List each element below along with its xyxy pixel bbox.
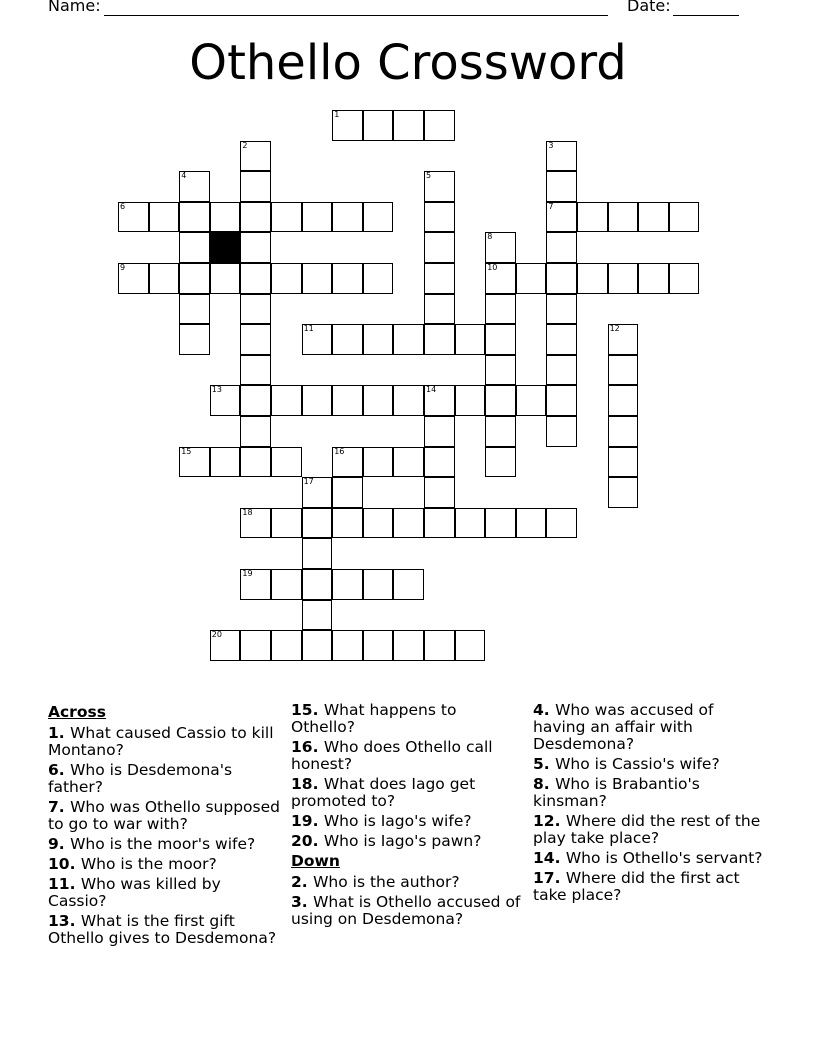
clue-text: Who was Othello supposed to go to war with? (48, 798, 280, 833)
clue-across (291, 813, 521, 830)
clue-text: Who is Cassio's wife? (555, 755, 720, 773)
name-label: Name: (48, 0, 101, 15)
clue-down (533, 850, 765, 867)
crossword-cell[interactable] (485, 232, 516, 263)
crossword-cell[interactable] (577, 202, 608, 233)
crossword-cell[interactable] (118, 202, 149, 233)
crossword-cell[interactable] (271, 263, 302, 294)
crossword-cell[interactable] (393, 508, 424, 539)
crossword-cell[interactable] (669, 263, 700, 294)
crossword-cell[interactable] (669, 202, 700, 233)
clues-column-2 (291, 702, 521, 931)
crossword-cell[interactable] (363, 385, 394, 416)
crossword-cell[interactable] (210, 263, 241, 294)
clue-down (533, 870, 765, 904)
clue-number: 14 (426, 385, 437, 395)
clue-text: What is the first gift Othello gives to Desdemona? (48, 912, 277, 947)
clue-number-label: 3. (291, 893, 314, 911)
crossword-cell[interactable] (302, 477, 333, 508)
crossword-cell[interactable] (179, 447, 210, 478)
crossword-cell[interactable] (332, 630, 363, 661)
clue-number-label: 12. (533, 812, 566, 830)
crossword-cell[interactable] (608, 385, 639, 416)
crossword-cell[interactable] (638, 263, 669, 294)
date-label: Date: (627, 0, 671, 15)
clue-number-label: 4. (533, 701, 556, 719)
crossword-cell[interactable] (240, 447, 271, 478)
clue-number: 4 (181, 171, 187, 181)
crossword-cell[interactable] (424, 447, 455, 478)
clue-down (291, 874, 521, 891)
clues-column-3 (533, 702, 765, 907)
clue-down (533, 813, 765, 847)
clue-across (48, 799, 283, 833)
clue-text: Who is Othello's servant? (565, 849, 763, 867)
crossword-cell[interactable] (608, 202, 639, 233)
crossword-cell[interactable] (332, 477, 363, 508)
clue-number: 17 (303, 477, 314, 487)
crossword-cell[interactable] (455, 385, 486, 416)
crossword-cell[interactable] (179, 263, 210, 294)
crossword-cell[interactable] (271, 202, 302, 233)
clue-text: What caused Cassio to kill Montano? (48, 724, 274, 759)
crossword-cell[interactable] (332, 202, 363, 233)
clue-text: Who is Iago's pawn? (323, 832, 482, 850)
crossword-cell[interactable] (210, 447, 241, 478)
black-cell (210, 232, 241, 263)
clue-number-label: 9. (48, 835, 71, 853)
crossword-cell[interactable] (424, 263, 455, 294)
crossword-cell[interactable] (424, 477, 455, 508)
crossword-cell[interactable] (240, 355, 271, 386)
clue-down (533, 776, 765, 810)
clue-number-label: 2. (291, 873, 314, 891)
crossword-cell[interactable] (608, 477, 639, 508)
clue-number-label: 7. (48, 798, 71, 816)
crossword-cell[interactable] (393, 630, 424, 661)
crossword-cell[interactable] (363, 202, 394, 233)
clue-number: 10 (487, 263, 498, 272)
crossword-cell[interactable] (179, 294, 210, 325)
crossword-cell[interactable] (546, 324, 577, 355)
crossword-cell[interactable] (546, 232, 577, 263)
clue-number: 13 (211, 385, 222, 395)
crossword-cell[interactable] (302, 630, 333, 661)
crossword-cell[interactable] (485, 263, 516, 294)
clue-text: Who is Desdemona's father? (48, 761, 233, 796)
clue-number: 15 (181, 446, 192, 456)
crossword-cell[interactable] (332, 324, 363, 355)
crossword-cell[interactable] (271, 630, 302, 661)
crossword-cell[interactable] (393, 385, 424, 416)
crossword-cell[interactable] (546, 294, 577, 325)
clue-number-label: 10. (48, 855, 81, 873)
crossword-cell[interactable] (240, 630, 271, 661)
clue-number-label: 1. (48, 724, 71, 742)
clue-across (48, 762, 283, 796)
crossword-cell[interactable] (271, 385, 302, 416)
clue-number: 1 (334, 110, 340, 119)
crossword-cell[interactable] (393, 569, 424, 600)
crossword-cell[interactable] (179, 202, 210, 233)
crossword-cell[interactable] (302, 538, 333, 569)
crossword-cell[interactable] (638, 202, 669, 233)
clue-across (48, 725, 283, 759)
clue-number: 9 (120, 263, 126, 272)
crossword-cell[interactable] (485, 355, 516, 386)
crossword-cell[interactable] (485, 447, 516, 478)
crossword-cell[interactable] (516, 263, 547, 294)
crossword-cell[interactable] (240, 416, 271, 447)
clue-text: Who was killed by Cassio? (48, 875, 221, 910)
down-heading: Down (291, 852, 340, 870)
clue-number: 18 (242, 507, 253, 517)
crossword-cell[interactable] (546, 385, 577, 416)
crossword-cell[interactable] (546, 416, 577, 447)
clue-number-label: 17. (533, 869, 566, 887)
clue-text: Who is the moor's wife? (70, 835, 256, 853)
clues-column-1 (48, 702, 283, 950)
crossword-cell[interactable] (546, 171, 577, 202)
clue-number: 8 (487, 232, 493, 242)
crossword-cell[interactable] (485, 508, 516, 539)
crossword-cell[interactable] (608, 416, 639, 447)
clue-text: Who is the author? (313, 873, 460, 891)
crossword-cell[interactable] (210, 385, 241, 416)
crossword-cell[interactable] (149, 202, 180, 233)
clue-text: Where did the first act take place? (533, 869, 740, 904)
clue-number-label: 16. (291, 738, 324, 756)
clue-text: What does Iago get promoted to? (291, 775, 476, 810)
clue-across (291, 739, 521, 773)
crossword-cell[interactable] (240, 171, 271, 202)
clue-text: Who is Iago's wife? (323, 812, 472, 830)
clue-across (48, 876, 283, 910)
crossword-cell[interactable] (485, 324, 516, 355)
crossword-cell[interactable] (608, 447, 639, 478)
clue-down (291, 894, 521, 928)
clue-text: What happens to Othello? (291, 701, 457, 736)
crossword-cell[interactable] (332, 508, 363, 539)
crossword-cell[interactable] (302, 508, 333, 539)
clue-number-label: 14. (533, 849, 566, 867)
crossword-cell[interactable] (424, 416, 455, 447)
crossword-cell[interactable] (546, 263, 577, 294)
crossword-cell[interactable] (485, 416, 516, 447)
clue-number-label: 20. (291, 832, 324, 850)
clue-text: Who is Brabantio's kinsman? (533, 775, 700, 810)
crossword-cell[interactable] (516, 385, 547, 416)
crossword-cell[interactable] (363, 508, 394, 539)
crossword-cell[interactable] (240, 508, 271, 539)
crossword-cell[interactable] (271, 447, 302, 478)
clue-across (48, 836, 283, 853)
crossword-cell[interactable] (577, 263, 608, 294)
clue-number: 2 (242, 140, 248, 150)
clue-number: 16 (334, 446, 345, 456)
clue-number: 20 (211, 630, 222, 640)
crossword-cell[interactable] (424, 171, 455, 202)
clue-number: 7 (548, 201, 554, 211)
clue-down (533, 702, 765, 753)
crossword-cell[interactable] (302, 569, 333, 600)
crossword-cell[interactable] (240, 324, 271, 355)
crossword-cell[interactable] (424, 110, 455, 141)
crossword-cell[interactable] (149, 263, 180, 294)
crossword-cell[interactable] (332, 385, 363, 416)
crossword-cell[interactable] (240, 569, 271, 600)
across-heading: Across (48, 703, 106, 721)
crossword-cell[interactable] (363, 630, 394, 661)
clue-across (291, 833, 521, 850)
crossword-cell[interactable] (424, 630, 455, 661)
crossword-cell[interactable] (424, 385, 455, 416)
crossword-cell[interactable] (608, 263, 639, 294)
crossword-cell[interactable] (271, 569, 302, 600)
clue-across (48, 856, 283, 873)
clue-number-label: 13. (48, 912, 81, 930)
clue-number: 19 (242, 569, 253, 578)
crossword-cell[interactable] (485, 294, 516, 325)
clue-number-label: 18. (291, 775, 324, 793)
crossword-cell[interactable] (546, 202, 577, 233)
clue-number-label: 15. (291, 701, 324, 719)
crossword-cell[interactable] (332, 447, 363, 478)
crossword-cell[interactable] (240, 385, 271, 416)
crossword-cell[interactable] (302, 385, 333, 416)
crossword-cell[interactable] (302, 263, 333, 294)
crossword-cell[interactable] (210, 202, 241, 233)
clue-across (48, 913, 283, 947)
crossword-cell[interactable] (424, 324, 455, 355)
crossword-cell[interactable] (302, 324, 333, 355)
crossword-cell[interactable] (424, 202, 455, 233)
clue-down (533, 756, 765, 773)
crossword-cell[interactable] (240, 294, 271, 325)
crossword-cell[interactable] (516, 508, 547, 539)
crossword-cell[interactable] (179, 324, 210, 355)
crossword-cell[interactable] (179, 232, 210, 263)
clue-text: Who is the moor? (80, 855, 217, 873)
crossword-cell[interactable] (393, 324, 424, 355)
page-title: Othello Crossword (189, 35, 627, 91)
crossword-cell[interactable] (424, 232, 455, 263)
crossword-cell[interactable] (424, 508, 455, 539)
crossword-cell[interactable] (240, 232, 271, 263)
clue-number-label: 11. (48, 875, 81, 893)
crossword-cell[interactable] (240, 263, 271, 294)
clue-number: 6 (120, 201, 126, 211)
crossword-cell[interactable] (240, 141, 271, 172)
crossword-cell[interactable] (332, 569, 363, 600)
crossword-cell[interactable] (332, 110, 363, 141)
crossword-cell[interactable] (118, 263, 149, 294)
clue-text: Who was accused of having an affair with Desdemona? (533, 701, 714, 753)
clue-number-label: 19. (291, 812, 324, 830)
crossword-cell[interactable] (363, 263, 394, 294)
clue-text: What is Othello accused of using on Desdemona? (291, 893, 521, 928)
clue-number: 12 (609, 324, 620, 334)
crossword-cell[interactable] (179, 171, 210, 202)
clue-across (291, 776, 521, 810)
crossword-cell[interactable] (210, 630, 241, 661)
crossword-cell[interactable] (546, 508, 577, 539)
clue-text: Who does Othello call honest? (291, 738, 493, 773)
clue-number-label: 5. (533, 755, 556, 773)
crossword-cell[interactable] (332, 263, 363, 294)
crossword-cell[interactable] (363, 447, 394, 478)
crossword-cell[interactable] (393, 447, 424, 478)
clue-across (291, 702, 521, 736)
crossword-cell[interactable] (363, 569, 394, 600)
crossword-cell[interactable] (271, 508, 302, 539)
clue-number: 11 (303, 324, 314, 334)
crossword-cell[interactable] (363, 324, 394, 355)
clue-number-label: 6. (48, 761, 71, 779)
crossword-cell[interactable] (546, 355, 577, 386)
crossword-cell[interactable] (302, 600, 333, 631)
crossword-cell[interactable] (485, 385, 516, 416)
clue-number-label: 8. (533, 775, 556, 793)
crossword-cell[interactable] (608, 324, 639, 355)
crossword-cell[interactable] (393, 110, 424, 141)
crossword-cell[interactable] (608, 355, 639, 386)
crossword-cell[interactable] (546, 141, 577, 172)
clue-text: Where did the rest of the play take place? (533, 812, 761, 847)
clue-number: 3 (548, 140, 554, 150)
crossword-cell[interactable] (455, 324, 486, 355)
crossword-cell[interactable] (363, 110, 394, 141)
crossword-cell[interactable] (455, 508, 486, 539)
clue-number: 5 (426, 171, 432, 181)
crossword-cell[interactable] (455, 630, 486, 661)
crossword-cell[interactable] (240, 202, 271, 233)
crossword-cell[interactable] (302, 202, 333, 233)
crossword-cell[interactable] (424, 294, 455, 325)
